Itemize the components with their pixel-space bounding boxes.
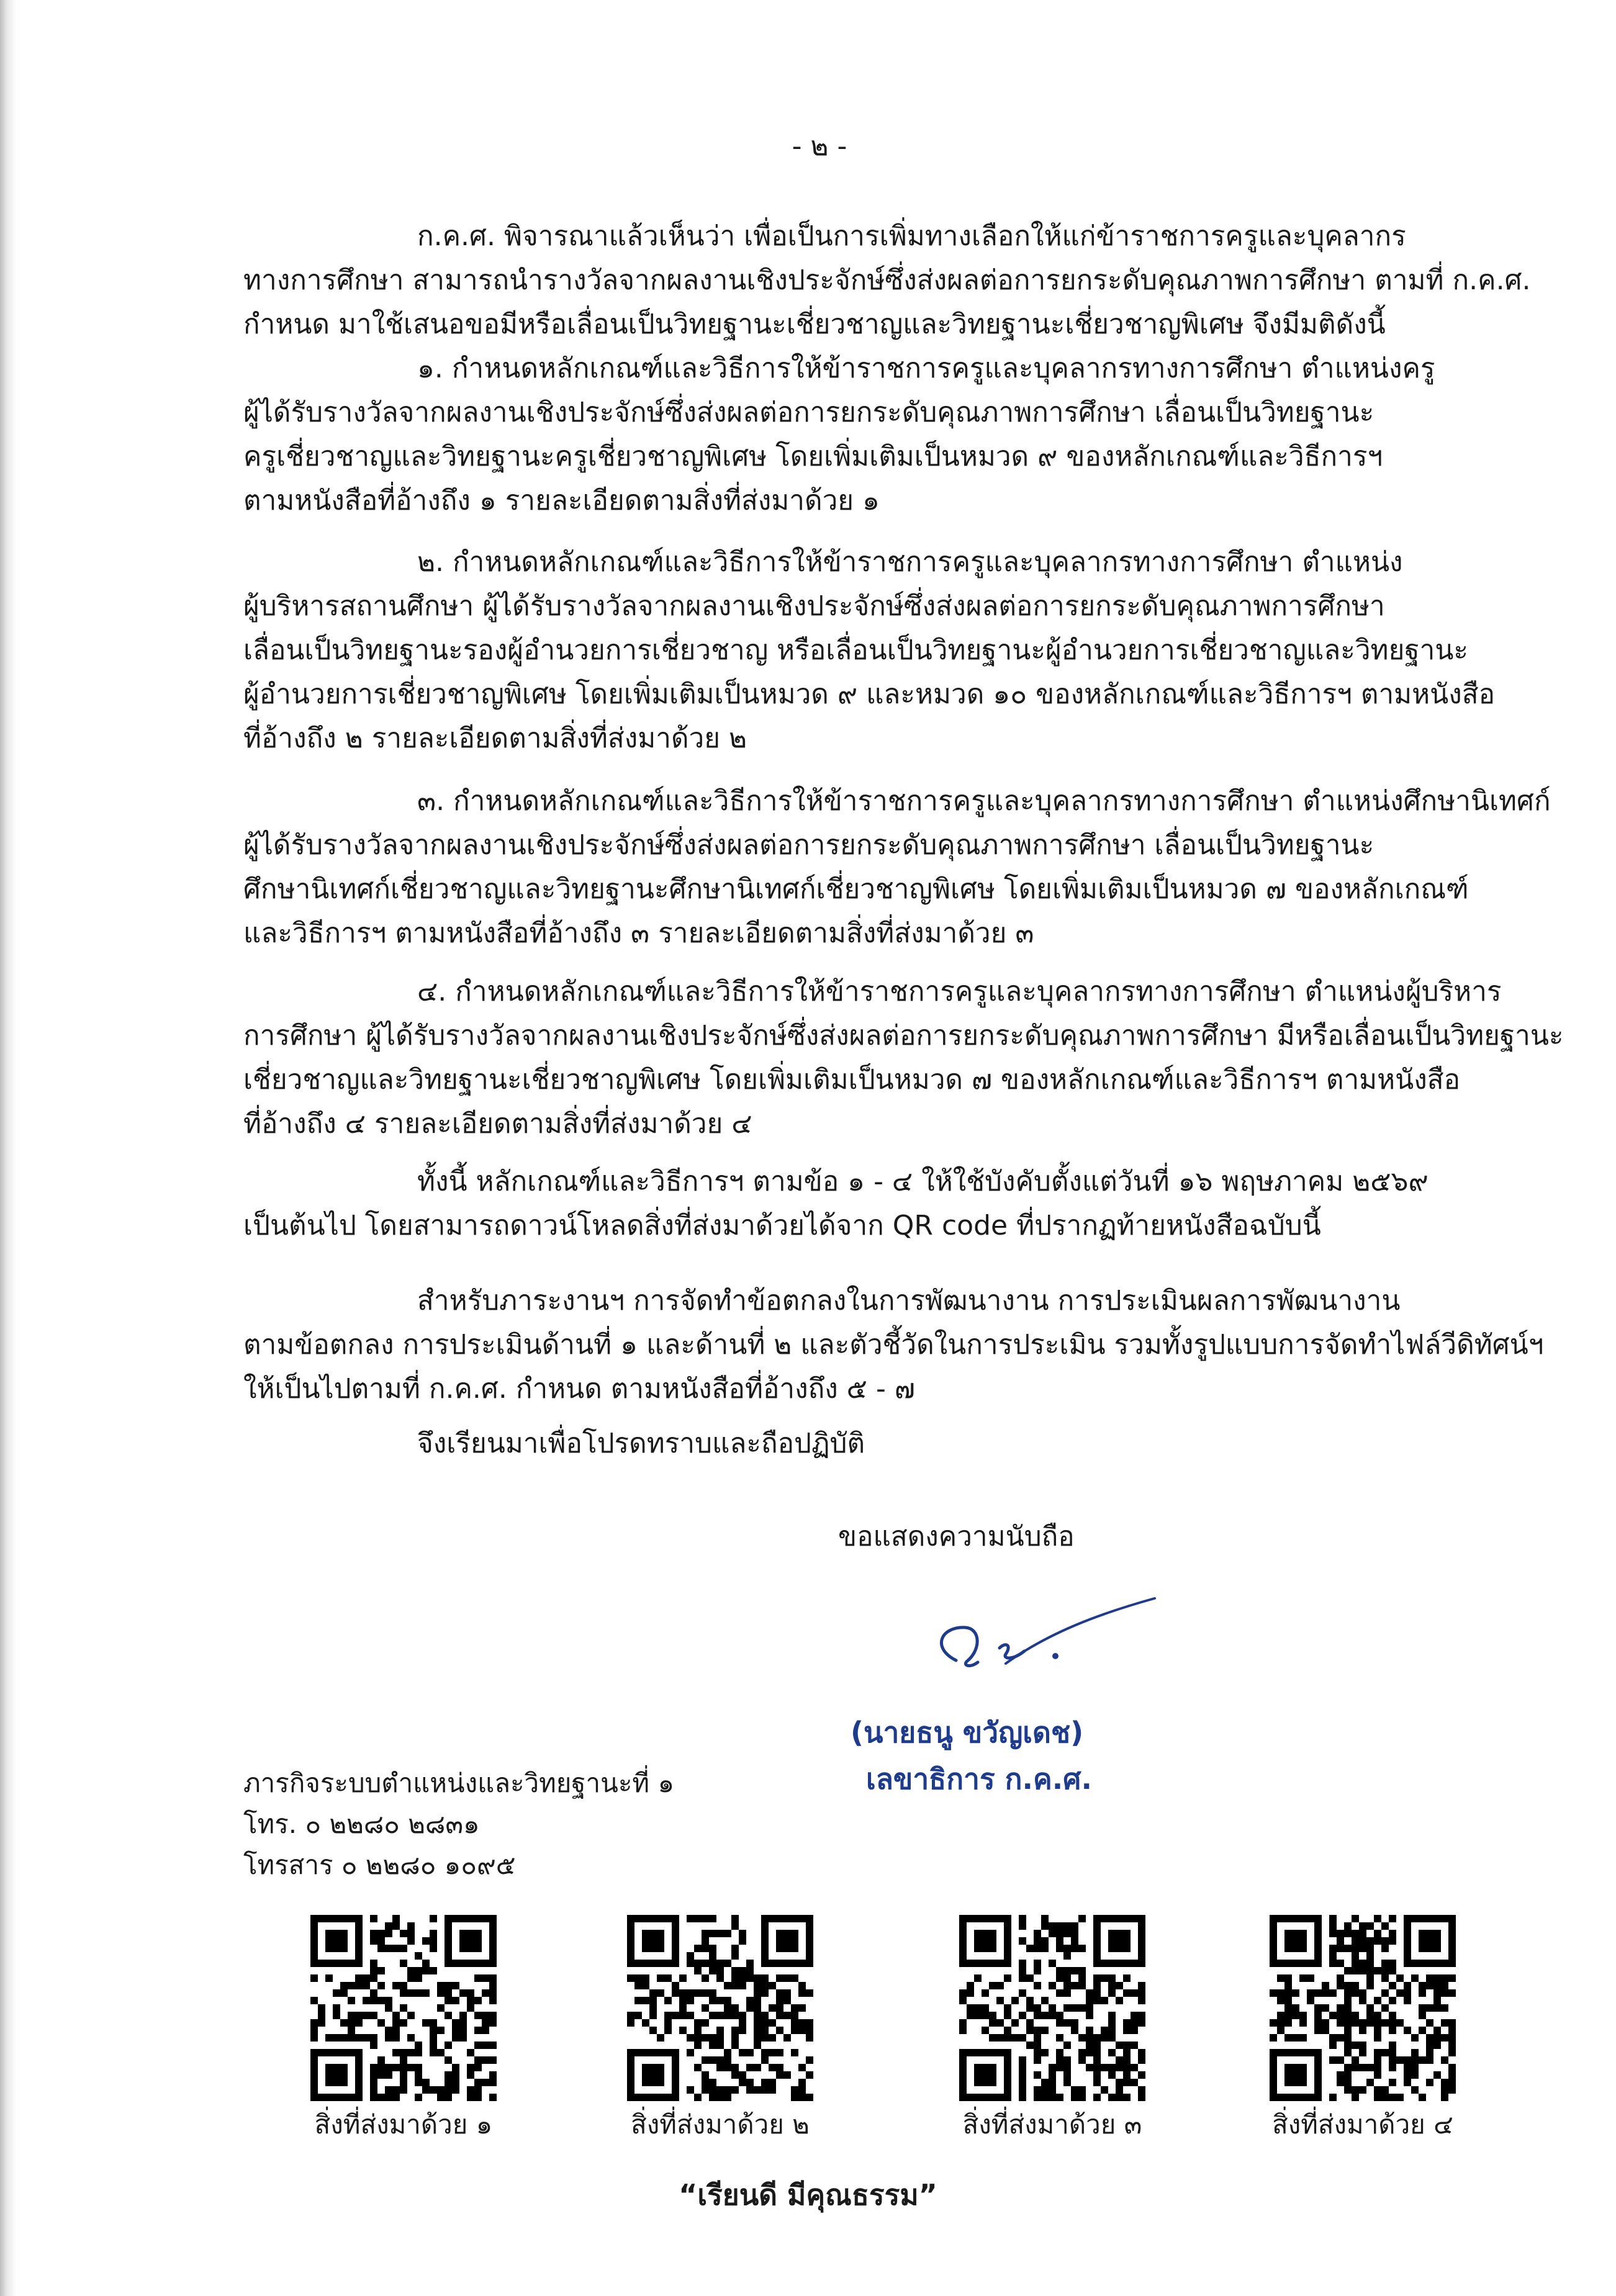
text-line: เลื่อนเป็นวิทยฐานะรองผู้อำนวยการเชี่ยวชาญ หรือเลื่อนเป็นวิทยฐานะผู้อำนวยการเชี่ยวชาญและวิทยฐานะ <box>243 634 1469 666</box>
signature-mark <box>913 1589 1173 1695</box>
text-line: ศึกษานิเทศก์เชี่ยวชาญและวิทยฐานะศึกษานิเทศก์เชี่ยวชาญพิเศษ โดยเพิ่มเติมเป็นหมวด ๗ ของหลักเกณฑ์ <box>243 873 1469 905</box>
text-line: ทางการศึกษา สามารถนำรางวัลจากผลงานเชิงประจักษ์ซึ่งส่งผลต่อการยกระดับคุณภาพการศึกษา ตามที่ ก.ค.ศ. <box>243 264 1531 296</box>
text-line: ผู้บริหารสถานศึกษา ผู้ได้รับรางวัลจากผลงานเชิงประจักษ์ซึ่งส่งผลต่อการยกระดับคุณภาพการศึกษา <box>243 590 1385 622</box>
text-line: ๔. กำหนดหลักเกณฑ์และวิธีการให้ข้าราชการครูและบุคลากรทางการศึกษา ตำแหน่งผู้บริหาร <box>417 976 1502 1007</box>
text-line: ที่อ้างถึง ๒ รายละเอียดตามสิ่งที่ส่งมาด้วย ๒ <box>243 723 747 754</box>
text-line: ครูเชี่ยวชาญและวิทยฐานะครูเชี่ยวชาญพิเศษ โดยเพิ่มเติมเป็นหมวด ๙ ของหลักเกณฑ์และวิธีการฯ <box>243 441 1383 472</box>
text-line: ตามข้อตกลง การประเมินด้านที่ ๑ และด้านที่ ๒ และตัวชี้วัดในการประเมิน รวมทั้งรูปแบบการจัดทำไฟล์วีดิทัศน์ฯ <box>243 1329 1544 1361</box>
text-line: ทั้งนี้ หลักเกณฑ์และวิธีการฯ ตามข้อ ๑ - ๔ ให้ใช้บังคับตั้งแต่วันที่ ๑๖ พฤษภาคม ๒๕๖๙ <box>417 1166 1429 1197</box>
paragraph-item-4 <box>243 970 1564 1146</box>
attachment-label: สิ่งที่ส่งมาด้วย ๑ <box>314 2109 493 2140</box>
paragraph-resolution <box>243 214 1531 346</box>
qr-code-icon[interactable] <box>310 1915 497 2101</box>
fax-number: โทรสาร ๐ ๒๒๘๐ ๑๐๙๕ <box>243 1850 516 1880</box>
text-line: กำหนด มาใช้เสนอขอมีหรือเลื่อนเป็นวิทยฐานะเชี่ยวชาญและวิทยฐานะเชี่ยวชาญพิเศษ จึงมีมติดังนี้ <box>243 308 1386 340</box>
paragraph-item-1 <box>243 346 1479 523</box>
attachment-label: สิ่งที่ส่งมาด้วย ๔ <box>1272 2109 1453 2140</box>
text-line: เชี่ยวชาญและวิทยฐานะเชี่ยวชาญพิเศษ โดยเพิ่มเติมเป็นหมวด ๗ ของหลักเกณฑ์และวิธีการฯ ตามหนังสือ <box>243 1064 1460 1096</box>
motto: “เรียนดี มีคุณธรรม” <box>679 2178 937 2212</box>
paragraph-effective-date <box>243 1159 1479 1248</box>
attachment-label: สิ่งที่ส่งมาด้วย ๓ <box>962 2109 1142 2140</box>
text-line: ตามหนังสือที่อ้างถึง ๑ รายละเอียดตามสิ่งที่ส่งมาด้วย ๑ <box>243 485 880 516</box>
page-number: - ๒ - <box>792 130 847 162</box>
text-line: ก.ค.ศ. พิจารณาแล้วเห็นว่า เพื่อเป็นการเพิ่มทางเลือกให้แก่ข้าราชการครูและบุคลากร <box>417 220 1406 252</box>
contact-block <box>243 1763 674 1886</box>
paragraph-workload <box>243 1279 1544 1411</box>
text-line: การศึกษา ผู้ได้รับรางวัลจากผลงานเชิงประจักษ์ซึ่งส่งผลต่อการยกระดับคุณภาพการศึกษา มีหรือเลื่อนเป็นวิทยฐานะ <box>243 1020 1564 1051</box>
text-line: สำหรับภาระงานฯ การจัดทำข้อตกลงในการพัฒนางาน การประเมินผลการพัฒนางาน <box>417 1285 1401 1317</box>
text-line: เป็นต้นไป โดยสามารถดาวน์โหลดสิ่งที่ส่งมาด้วยได้จาก QR code ที่ปรากฏท้ายหนังสือฉบับนี้ <box>243 1210 1321 1241</box>
qr-code-icon[interactable] <box>1270 1915 1456 2101</box>
signer-name: (นายธนู ขวัญเดช) <box>851 1716 1084 1749</box>
attachment-label: สิ่งที่ส่งมาด้วย ๒ <box>631 2109 810 2140</box>
phone-number: โทร. ๐ ๒๒๘๐ ๒๘๓๑ <box>243 1809 480 1839</box>
signer-title: เลขาธิการ ก.ค.ศ. <box>866 1762 1092 1796</box>
paragraph-item-2 <box>243 540 1496 760</box>
text-line: ให้เป็นไปตามที่ ก.ค.ศ. กำหนด ตามหนังสือที่อ้างถึง ๕ - ๗ <box>243 1373 915 1405</box>
closing-salutation: ขอแสดงความนับถือ <box>838 1521 1075 1552</box>
text-line: ๒. กำหนดหลักเกณฑ์และวิธีการให้ข้าราชการครูและบุคลากรทางการศึกษา ตำแหน่ง <box>417 546 1403 578</box>
paragraph-request <box>243 1421 1479 1465</box>
text-line: ผู้ได้รับรางวัลจากผลงานเชิงประจักษ์ซึ่งส่งผลต่อการยกระดับคุณภาพการศึกษา เลื่อนเป็นวิทยฐานะ <box>243 397 1375 428</box>
text-line: ๑. กำหนดหลักเกณฑ์และวิธีการให้ข้าราชการครูและบุคลากรทางการศึกษา ตำแหน่งครู <box>417 353 1435 384</box>
text-line: จึงเรียนมาเพื่อโปรดทราบและถือปฏิบัติ <box>417 1428 865 1459</box>
text-line: ผู้ได้รับรางวัลจากผลงานเชิงประจักษ์ซึ่งส่งผลต่อการยกระดับคุณภาพการศึกษา เลื่อนเป็นวิทยฐานะ <box>243 829 1375 861</box>
text-line: ผู้อำนวยการเชี่ยวชาญพิเศษ โดยเพิ่มเติมเป็นหมวด ๙ และหมวด ๑๐ ของหลักเกณฑ์และวิธีการฯ ตามหนังสือ <box>243 678 1496 710</box>
qr-code-icon[interactable] <box>959 1915 1145 2101</box>
text-line: ที่อ้างถึง ๔ รายละเอียดตามสิ่งที่ส่งมาด้วย ๔ <box>243 1108 752 1140</box>
qr-code-icon[interactable] <box>627 1915 813 2101</box>
paragraph-item-3 <box>243 779 1551 955</box>
office-name: ภารกิจระบบตำแหน่งและวิทยฐานะที่ ๑ <box>243 1768 675 1798</box>
text-line: และวิธีการฯ ตามหนังสือที่อ้างถึง ๓ รายละเอียดตามสิ่งที่ส่งมาด้วย ๓ <box>243 917 1034 949</box>
text-line: ๓. กำหนดหลักเกณฑ์และวิธีการให้ข้าราชการครูและบุคลากรทางการศึกษา ตำแหน่งศึกษานิเทศก์ <box>417 785 1551 817</box>
scan-shadow-edge <box>0 0 16 2296</box>
